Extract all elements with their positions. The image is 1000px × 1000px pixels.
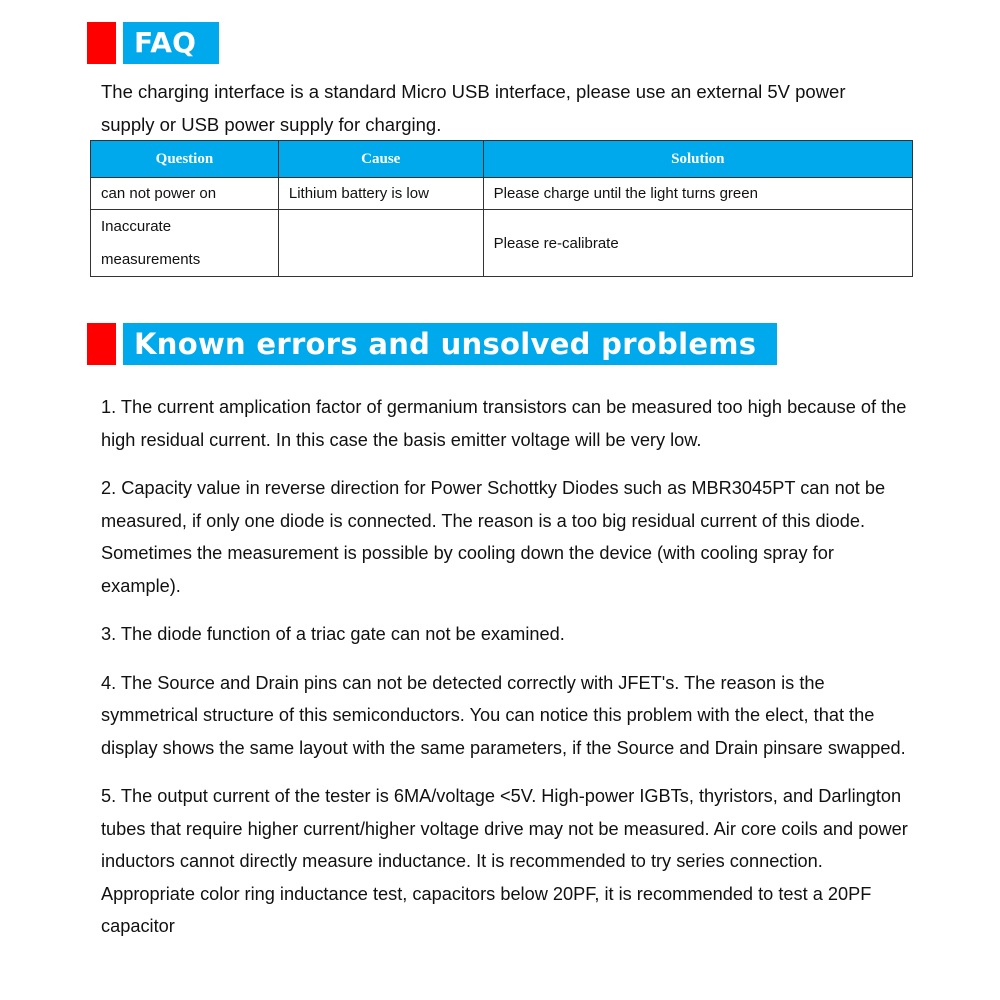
faq-title: FAQ: [123, 22, 219, 64]
cell-question: can not power on: [91, 178, 279, 210]
faq-table: [90, 140, 913, 277]
column-header-solution: Solution: [483, 141, 912, 178]
charging-intro-text: The charging interface is a standard Micro USB interface, please use an external 5V power supply or USB power supply for charging.: [101, 81, 846, 135]
red-accent-block: [87, 22, 116, 64]
list-item: 2. Capacity value in reverse direction for Power Schottky Diodes such as MBR3045PT can not be measured, if only one diode is connected. The reason is a too big residual current of this diode. Sometimes the measurement is possible by cooling down the device (with cooling spray for example).: [101, 478, 886, 596]
cell-question: [91, 210, 279, 277]
known-errors-list: [101, 391, 911, 959]
question-line: Inaccurate: [101, 218, 172, 235]
list-item: 4. The Source and Drain pins can not be detected correctly with JFET's. The reason is the symmetrical structure of this semiconductors. You can notice this problem with the elect, that the display shows the same layout with the same parameters, if the Source and Drain pinsare swapped.: [101, 672, 906, 758]
list-item: 1. The current amplication factor of germanium transistors can be measured too high because of the high residual current. In this case the basis emitter voltage will be very low.: [101, 397, 907, 450]
table-row: [91, 210, 913, 277]
list-item: 3. The diode function of a triac gate can not be examined.: [101, 624, 565, 644]
list-item: 5. The output current of the tester is 6MA/voltage <5V. High-power IGBTs, thyristors, and Darlington tubes that require higher current/higher voltage drive may not be measured. Air core coils and power inductors cannot directly measure inductance. It is recommended to try series connection. Appropriate color ring inductance test, capacitors below 20PF, it is recommended to test a 20PF capacitor: [101, 786, 908, 936]
known-errors-title: Known errors and unsolved problems: [123, 323, 777, 365]
cell-solution: Please charge until the light turns green: [483, 178, 912, 210]
column-header-cause: Cause: [278, 141, 483, 178]
column-header-question: Question: [91, 141, 279, 178]
cell-solution: Please re-calibrate: [483, 210, 912, 277]
cell-cause: Lithium battery is low: [278, 178, 483, 210]
table-row: [91, 178, 913, 210]
question-line: measurements: [101, 251, 201, 268]
cell-cause: [278, 210, 483, 277]
table-header-row: [91, 141, 913, 178]
red-accent-block: [87, 323, 116, 365]
